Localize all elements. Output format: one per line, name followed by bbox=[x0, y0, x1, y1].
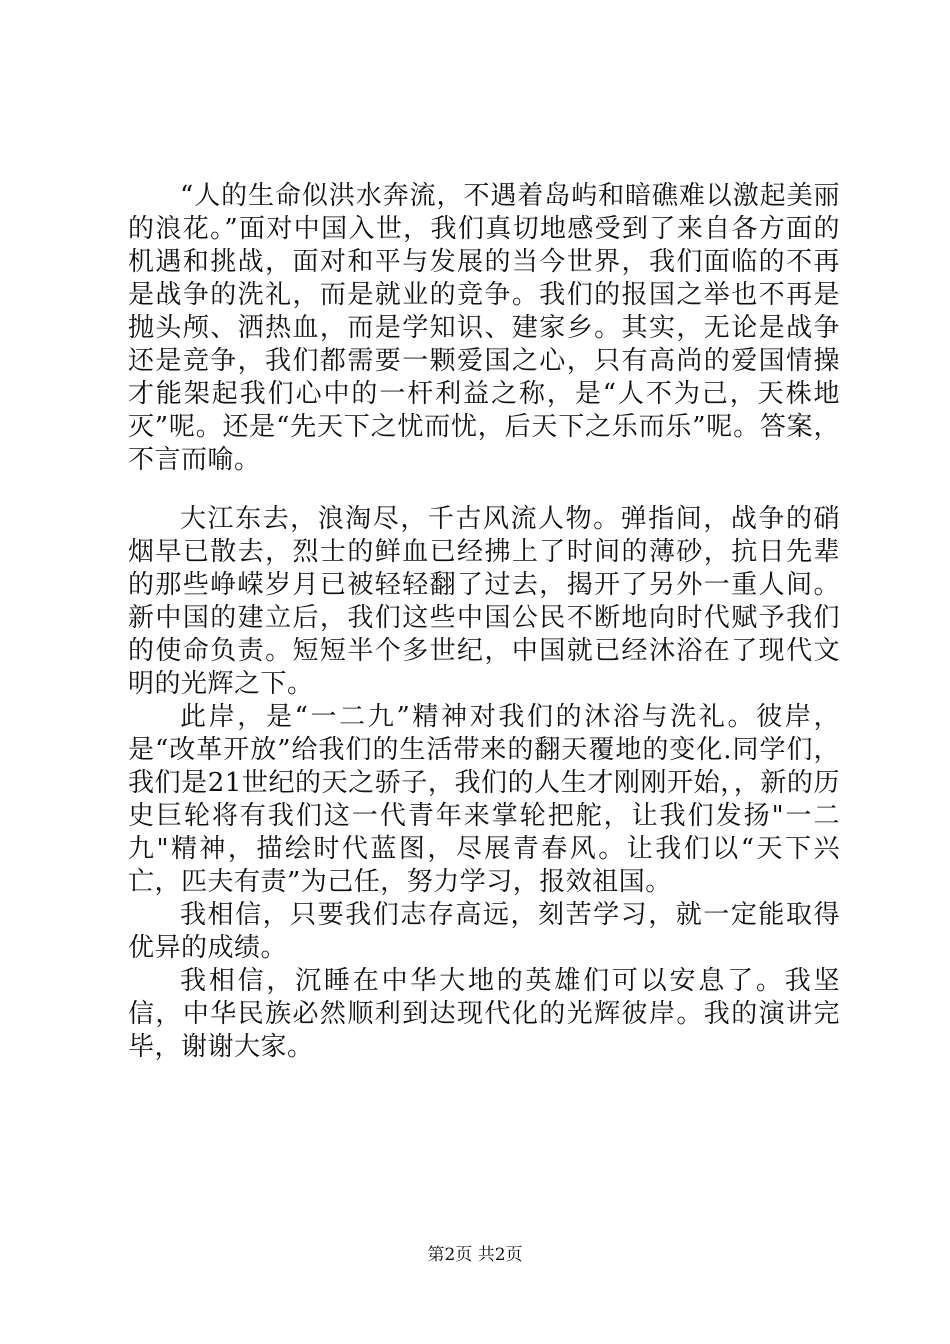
paragraph-3: 此岸，是“一二九”精神对我们的沐浴与洗礼。彼岸，是“改革开放”给我们的生活带来的翻天覆地的变化.同学们，我们是21世纪的天之骄子，我们的人生才刚刚开始，，新的历史巨轮将有我们这一代青年来掌轮把舵，让我们发扬"一二九"精神，描绘时代蓝图，尽展青春风。让我们以“天下兴亡，匹夫有责”为己任，努力学习，报效祖国。 bbox=[128, 702, 840, 897]
paragraph-1: “人的生命似洪水奔流，不遇着岛屿和暗礁难以激起美丽的浪花。”面对中国入世，我们真切地感受到了来自各方面的机遇和挑战，面对和平与发展的当今世界，我们面临的不再是战争的洗礼，而是就业的竞争。我们的报国之举也不再是抛头颅、洒热血，而是学知识、建家乡。其实，无论是战争还是竞争，我们都需要一颗爱国之心，只有高尚的爱国情操才能架起我们心中的一杆利益之称，是“人不为己，天株地灭”呢。还是“先天下之忧而忧，后天下之乐而乐”呢。答案，不言而喻。 bbox=[128, 181, 840, 475]
paragraph-5: 我相信，沉睡在中华大地的英雄们可以安息了。我坚信，中华民族必然顺利到达现代化的光辉彼岸。我的演讲完毕，谢谢大家。 bbox=[128, 966, 840, 1062]
paragraph-2: 大江东去，浪淘尽，千古风流人物。弹指间，战争的硝烟早已散去，烈士的鲜血已经拂上了时间的薄砂，抗日先辈的那些峥嵘岁月已被轻轻翻了过去，揭开了另外一重人间。新中国的建立后，我们这些中国公民不断地向时代赋予我们的使命负责。短短半个多世纪，中国就已经沐浴在了现代文明的光辉之下。 bbox=[128, 504, 840, 699]
paragraph-4: 我相信，只要我们志存高远，刻苦学习，就一定能取得优异的成绩。 bbox=[128, 900, 840, 963]
document-body bbox=[128, 180, 840, 1064]
page-number-footer: 第2页 共2页 bbox=[427, 1245, 523, 1265]
